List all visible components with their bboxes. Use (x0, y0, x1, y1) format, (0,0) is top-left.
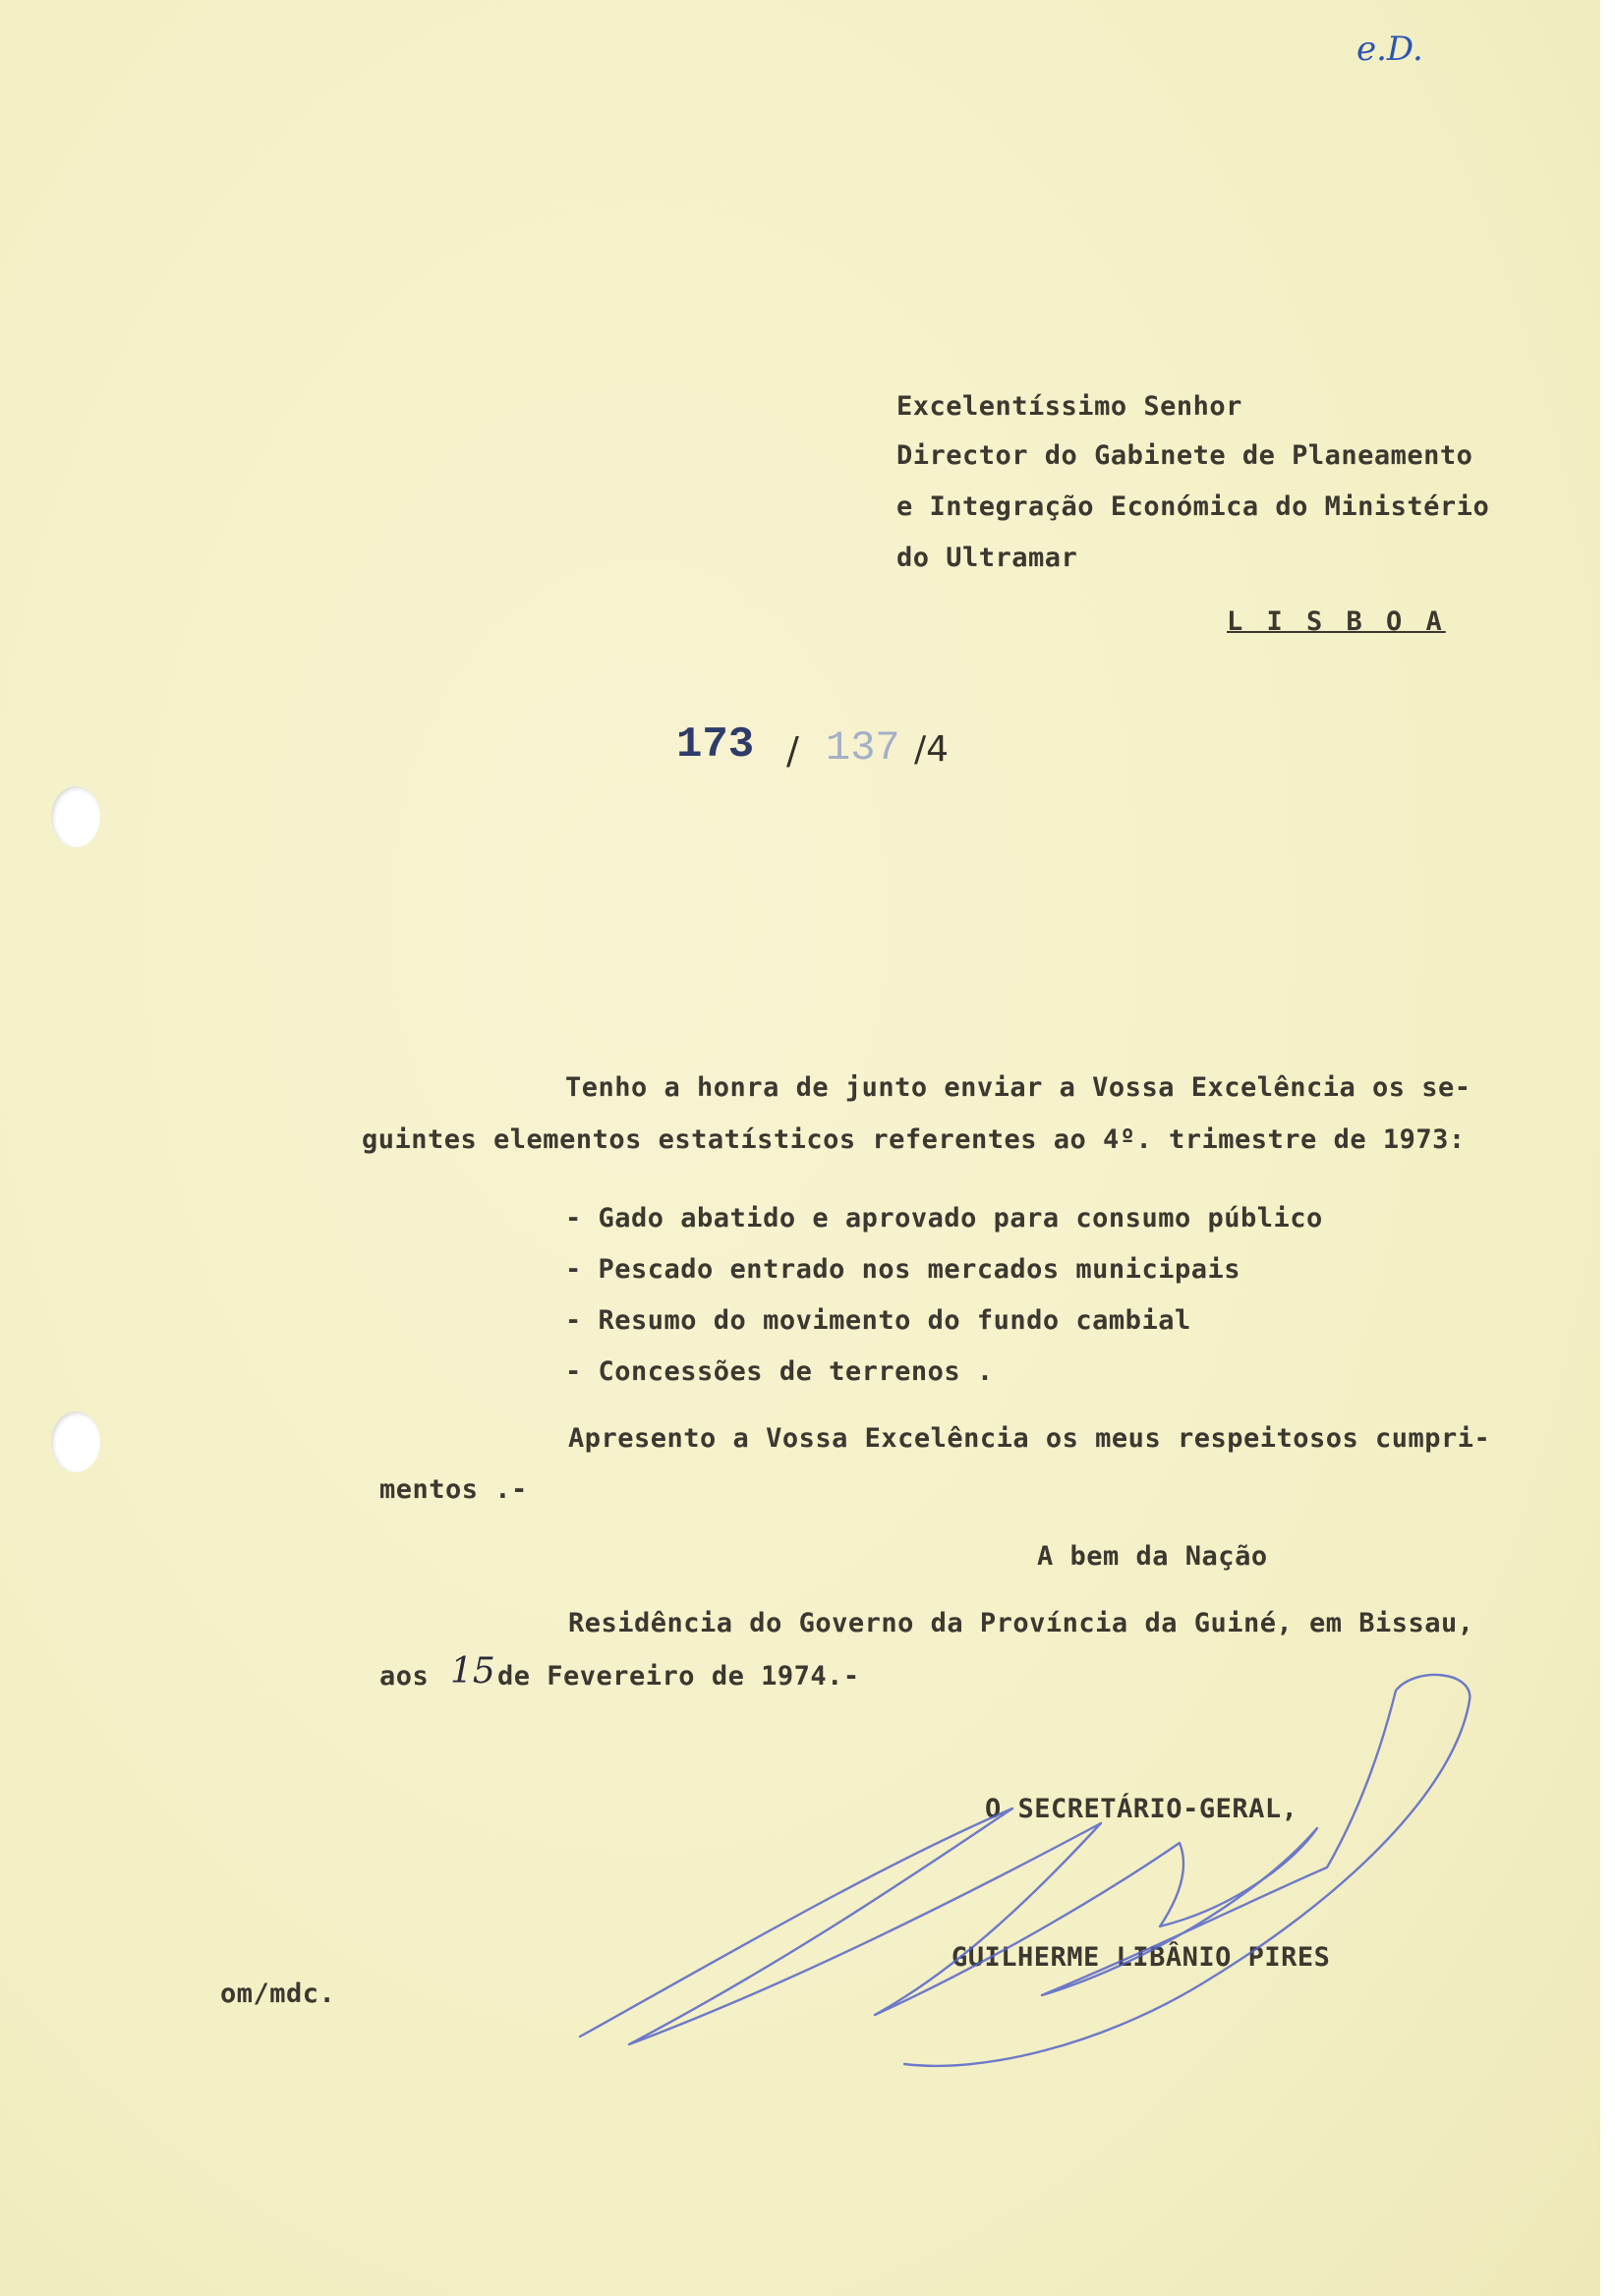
reference-slash: / (786, 729, 799, 773)
closing-formula: A bem da Nação (1037, 1541, 1268, 1572)
list-item: - Resumo do movimento do fundo cambial (565, 1305, 1191, 1336)
address-line-4: do Ultramar (896, 543, 1078, 573)
place-date-line-1: Residência do Governo da Província da Guiné, em Bissau, (568, 1608, 1474, 1638)
address-city: L I S B O A (1227, 606, 1446, 637)
list-item: - Concessões de terrenos . (565, 1356, 994, 1387)
punch-hole (51, 786, 100, 847)
handwritten-signature (550, 1671, 1494, 2084)
address-line-2: Director do Gabinete de Planeamento (896, 440, 1473, 471)
place-date-suffix: de Fevereiro de 1974.- (497, 1661, 860, 1692)
address-line-3: e Integração Económica do Ministério (896, 491, 1490, 522)
corner-handwritten-mark: e.D. (1356, 29, 1423, 69)
place-date-prefix: aos (379, 1661, 430, 1692)
body-paragraph-2-line-1: Apresento a Vossa Excelência os meus respeitosos cumpri- (568, 1423, 1491, 1454)
signatory-name: GUILHERME LIBÂNIO PIRES (952, 1942, 1331, 1973)
reference-stamp-number: 137 (826, 724, 900, 772)
body-paragraph-1-line-2: guintes elementos estatísticos referentes ao 4º. trimestre de 1973: (362, 1124, 1466, 1155)
signatory-title: O SECRETÁRIO-GERAL, (985, 1794, 1298, 1824)
body-paragraph-2-line-2: mentos .- (379, 1474, 528, 1505)
typist-initials: om/mdc. (220, 1979, 336, 2009)
address-line-1: Excelentíssimo Senhor (896, 391, 1242, 422)
reference-suffix: /4 (914, 729, 950, 770)
handwritten-day: 15 (450, 1651, 495, 1692)
list-item: - Gado abatido e aprovado para consumo público (565, 1203, 1323, 1234)
reference-number: 173 (676, 720, 755, 770)
list-item: - Pescado entrado nos mercados municipais (565, 1254, 1240, 1285)
body-paragraph-1-line-1: Tenho a honra de junto enviar a Vossa Excelência os se- (565, 1072, 1471, 1103)
punch-hole (51, 1411, 100, 1472)
